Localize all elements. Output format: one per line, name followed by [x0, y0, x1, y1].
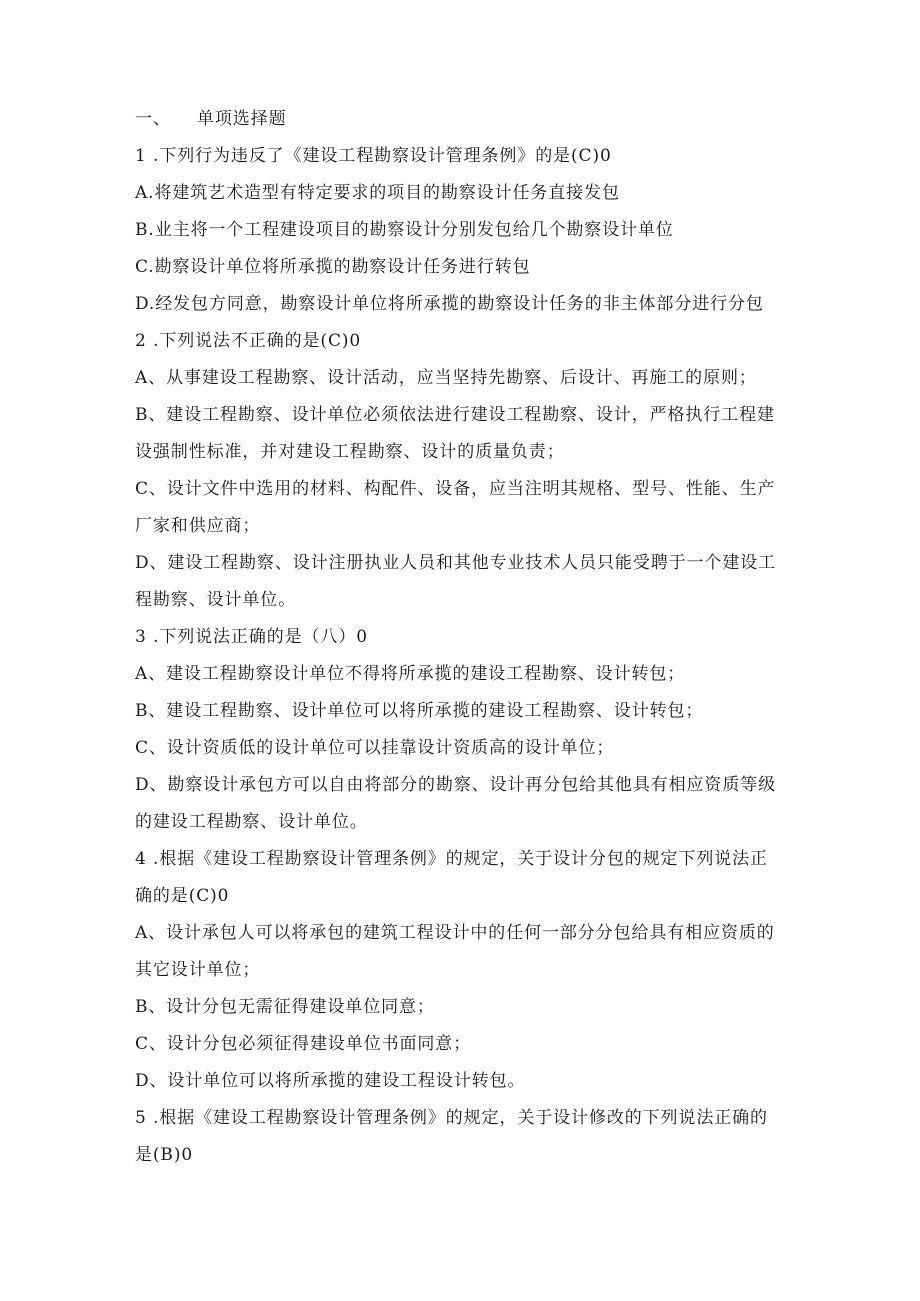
section-title: 单项选择题 — [197, 109, 287, 129]
question-stem-continued: 确的是(C)0 — [135, 886, 230, 906]
question-stem-continued: 是(B)0 — [135, 1145, 194, 1165]
option-c: C.勘察设计单位将所承揽的勘察设计任务进行转包 — [135, 257, 531, 277]
option-d-continued: 的建设工程勘察、设计单位。 — [135, 812, 368, 832]
option-d: D、勘察设计承包方可以自由将部分的勘察、设计再分包给其他具有相应资质等级 — [135, 775, 777, 795]
question-stem: 4 .根据《建设工程勘察设计管理条例》的规定，关于设计分包的规定下列说法正 — [135, 849, 768, 869]
option-d: D、建设工程勘察、设计注册执业人员和其他专业技术人员只能受聘于一个建设工 — [135, 553, 777, 573]
option-c: C、设计文件中选用的材料、构配件、设备，应当注明其规格、型号、性能、生产 — [135, 479, 776, 499]
option-a: A.将建筑艺术造型有特定要求的项目的勘察设计任务直接发包 — [135, 183, 620, 203]
option-a-continued: 其它设计单位； — [135, 960, 261, 980]
option-c: C、设计资质低的设计单位可以挂靠设计资质高的设计单位； — [135, 738, 615, 758]
option-b-continued: 设强制性标准，并对建设工程勘察、设计的质量负责； — [135, 442, 565, 462]
section-heading — [135, 108, 287, 130]
option-d-continued: 程勘察、设计单位。 — [135, 590, 297, 610]
option-b: B、设计分包无需征得建设单位同意； — [135, 997, 435, 1017]
option-b: B、建设工程勘察、设计单位可以将所承揽的建设工程勘察、设计转包； — [135, 701, 704, 721]
question-stem: 1 .下列行为违反了《建设工程勘察设计管理条例》的是(C)0 — [135, 146, 612, 166]
option-a: A、建设工程勘察设计单位不得将所承揽的建设工程勘察、设计转包； — [135, 664, 686, 684]
option-d: D、设计单位可以将所承揽的建设工程设计转包。 — [135, 1071, 526, 1091]
option-b: B、建设工程勘察、设计单位必须依法进行建设工程勘察、设计，严格执行工程建 — [135, 405, 775, 425]
section-number: 一、 — [135, 109, 171, 129]
option-a: A、设计承包人可以将承包的建筑工程设计中的任何一部分分包给具有相应资质的 — [135, 923, 775, 943]
question-stem: 3 .下列说法正确的是（八）0 — [135, 627, 368, 647]
question-stem: 2 .下列说法不正确的是(C)0 — [135, 331, 362, 351]
option-c-continued: 厂家和供应商； — [135, 516, 261, 536]
option-d: D.经发包方同意，勘察设计单位将所承揽的勘察设计任务的非主体部分进行分包 — [135, 294, 764, 314]
option-b: B.业主将一个工程建设项目的勘察设计分别发包给几个勘察设计单位 — [135, 220, 674, 240]
question-stem: 5 .根据《建设工程勘察设计管理条例》的规定，关于设计修改的下列说法正确的 — [135, 1108, 768, 1128]
option-a: A、从事建设工程勘察、设计活动，应当坚持先勘察、后设计、再施工的原则； — [135, 368, 757, 388]
option-c: C、设计分包必须征得建设单位书面同意； — [135, 1034, 472, 1054]
